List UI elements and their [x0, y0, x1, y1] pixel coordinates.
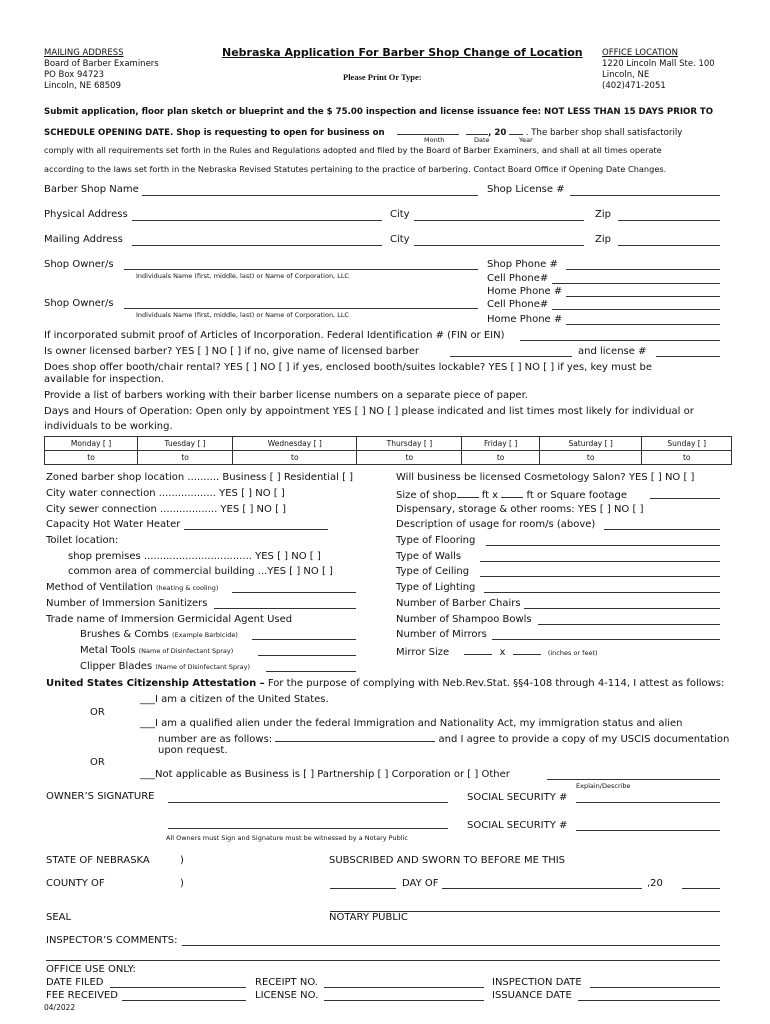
walls-label: Type of Walls: [396, 551, 462, 562]
mirror-x: x: [499, 647, 506, 658]
mirror-size-2[interactable]: [513, 645, 541, 655]
ceiling-field[interactable]: [480, 567, 720, 577]
intro-line-1: Submit application, floor plan sketch or blueprint and the $ 75.00 inspection and license issuance fee: NOT LESS THAN 15 DAYS PRIOR TO: [44, 107, 714, 117]
date-caption: Date: [474, 136, 490, 144]
hours-cell[interactable]: to: [642, 451, 732, 465]
day-cell[interactable]: Thursday [ ]: [357, 437, 462, 451]
flooring-label: Type of Flooring: [396, 535, 476, 546]
cell-phone-field[interactable]: [552, 274, 720, 284]
cosmetology-question: Will business be licensed Cosmetology Salon? YES [ ] NO [ ]: [396, 472, 695, 483]
size-label: Size of shop: [396, 490, 457, 501]
common-area: common area of commercial building ...YES [ ] NO [ ]: [68, 566, 333, 577]
sanitizers-label: Number of Immersion Sanitizers: [46, 598, 208, 609]
incorporated-question: If incorporated submit proof of Articles of Incorporation. Federal Identification # (FIN or EIN): [44, 330, 505, 341]
or-label: OR: [90, 707, 105, 718]
ventilation-text: Method of Ventilation: [46, 582, 153, 593]
intro-line-2c: . The barber shop shall satisfactorily: [525, 128, 683, 138]
brushes-text: Brushes & Combs: [80, 629, 169, 640]
owner-caption: Individuals Name (first, middle, last) or Name of Corporation, LLC: [136, 272, 349, 280]
or-label: OR: [90, 757, 105, 768]
county-label: COUNTY OF: [46, 878, 105, 889]
mailing-city-field[interactable]: [414, 236, 584, 246]
hours-cell[interactable]: to: [357, 451, 462, 465]
licensed-barber-question: Is owner licensed barber? YES [ ] NO [ ] if no, give name of licensed barber: [44, 346, 419, 357]
day-cell[interactable]: Sunday [ ]: [642, 437, 732, 451]
hours-cell[interactable]: to: [138, 451, 233, 465]
day-cell[interactable]: Wednesday [ ]: [233, 437, 357, 451]
inspector-comments-line-2[interactable]: [46, 951, 720, 961]
physical-address-label: Physical Address: [44, 209, 128, 220]
other-explain-field[interactable]: [547, 770, 720, 780]
state-label: STATE OF NEBRASKA: [46, 855, 150, 866]
ventilation-label: [46, 582, 218, 594]
inspection-date-field[interactable]: [590, 978, 720, 988]
mailing-line: Lincoln, NE 68509: [44, 81, 121, 91]
hours-cell[interactable]: to: [462, 451, 540, 465]
days-hours-question: Days and Hours of Operation: Open only by appointment YES [ ] NO [ ] please indicated and list times most likely for individual or: [44, 406, 694, 417]
cell-phone-2-field[interactable]: [552, 300, 720, 310]
hours-cell[interactable]: to: [539, 451, 642, 465]
paren: ): [180, 855, 184, 866]
receipt-field[interactable]: [324, 978, 484, 988]
fee-received-label: FEE RECEIVED: [46, 990, 118, 1001]
intro-line-3: comply with all requirements set forth in the Rules and Regulations adopted and filed by the Board of Barber Examiners, and shall at all times operate: [44, 145, 662, 155]
fee-received-field[interactable]: [122, 991, 246, 1001]
shampoo-bowls-label: Number of Shampoo Bowls: [396, 614, 532, 625]
ceiling-label: Type of Ceiling: [396, 566, 470, 577]
date-blank[interactable]: [466, 125, 488, 135]
ssn-label: SOCIAL SECURITY #: [467, 792, 568, 803]
sanitizers-field[interactable]: [214, 599, 356, 609]
home-phone-label: Home Phone #: [487, 286, 563, 297]
barber-name-field[interactable]: [450, 347, 572, 357]
zip-label: Zip: [595, 234, 611, 245]
alien-number-row: [158, 732, 729, 746]
home-phone-field[interactable]: [566, 287, 720, 297]
shop-owners-label: Shop Owner/s: [44, 259, 114, 270]
license-no-label: LICENSE NO.: [255, 990, 319, 1001]
shop-name-field[interactable]: [142, 186, 478, 196]
seal-label: SEAL: [46, 912, 72, 923]
receipt-label: RECEIPT NO.: [255, 977, 318, 988]
ft-x-label: ft x: [481, 490, 499, 501]
uscis-copy-label: and I agree to provide a copy of my USCIS documentation: [438, 734, 730, 745]
barber-chairs-label: Number of Barber Chairs: [396, 598, 521, 609]
home-phone-2-field[interactable]: [566, 315, 720, 325]
city-label: City: [390, 209, 410, 220]
date-filed-label: DATE FILED: [46, 977, 104, 988]
inspector-comments-field[interactable]: [182, 936, 720, 946]
owner-signature-2-field[interactable]: [168, 819, 448, 829]
city-water: City water connection .................. YES [ ] NO [ ]: [46, 488, 285, 499]
year-caption: Year: [519, 136, 533, 144]
metal-tools-field[interactable]: [258, 646, 356, 656]
clipper-field[interactable]: [266, 662, 356, 672]
comma-20-label: ,20: [647, 878, 663, 889]
physical-zip-field[interactable]: [618, 211, 720, 221]
metal-tools-text: Metal Tools: [80, 645, 136, 656]
shop-phone-label: Shop Phone #: [487, 259, 558, 270]
city-sewer: City sewer connection .................. YES [ ] NO [ ]: [46, 504, 287, 515]
citizenship-title: United States Citizenship Attestation –: [46, 678, 265, 689]
shop-owner-2-field[interactable]: [124, 299, 478, 309]
room-usage-field[interactable]: [604, 520, 720, 530]
year-field[interactable]: [682, 879, 720, 889]
shop-license-field[interactable]: [570, 186, 720, 196]
fin-field[interactable]: [520, 331, 720, 341]
metal-tools-hint: (Name of Disinfectant Spray): [138, 647, 234, 655]
barber-license-field[interactable]: [656, 347, 720, 357]
inches-hint: (inches or feet): [547, 649, 598, 657]
barber-chairs-field[interactable]: [524, 599, 720, 609]
paren: ): [180, 878, 184, 889]
shop-owners-label: Shop Owner/s: [44, 298, 114, 309]
mailing-line: Board of Barber Examiners: [44, 59, 159, 69]
zoned-location: Zoned barber shop location .......... Business [ ] Residential [ ]: [46, 472, 354, 483]
owner-signature-field[interactable]: [168, 793, 448, 803]
inspector-comments-label: INSPECTOR’S COMMENTS:: [46, 935, 178, 946]
alien-number-label: number are as follows:: [158, 734, 273, 745]
office-line: 1220 Lincoln Mall Ste. 100: [602, 59, 715, 69]
brushes-label: [80, 629, 238, 641]
license-no-field[interactable]: [324, 991, 484, 1001]
shop-name-label: Barber Shop Name: [44, 184, 139, 195]
office-line: (402)471-2051: [602, 81, 666, 91]
days-hours-question-2: individuals to be working.: [44, 421, 173, 432]
mirror-size-label: Mirror Size: [396, 647, 450, 658]
citizen-option[interactable]: ___I am a citizen of the United States.: [140, 694, 329, 705]
month-field[interactable]: [442, 879, 642, 889]
alien-number-field[interactable]: [275, 732, 435, 742]
zip-label: Zip: [595, 209, 611, 220]
issuance-date-label: ISSUANCE DATE: [492, 990, 572, 1001]
mailing-address-title: MAILING ADDRESS: [44, 48, 124, 58]
metal-tools-label: [80, 645, 233, 657]
booth-rental-question-2: available for inspection.: [44, 374, 164, 385]
issuance-date-field[interactable]: [578, 991, 720, 1001]
and-license-label: and license #: [578, 346, 647, 357]
shop-phone-field[interactable]: [566, 260, 720, 270]
mailing-zip-field[interactable]: [618, 236, 720, 246]
owner-caption: Individuals Name (first, middle, last) or Name of Corporation, LLC: [136, 311, 349, 319]
not-applicable-option[interactable]: ___Not applicable as Business is [ ] Partnership [ ] Corporation or [ ] Other: [140, 769, 510, 780]
toilet-location-label: Toilet location:: [46, 535, 119, 546]
mirrors-label: Number of Mirrors: [396, 629, 487, 640]
owner-signature-label: OWNER’S SIGNATURE: [46, 791, 155, 802]
size-of-shop: [396, 488, 627, 502]
home-phone-label: Home Phone #: [487, 314, 563, 325]
shampoo-bowls-field[interactable]: [538, 615, 720, 625]
clipper-text: Clipper Blades: [80, 661, 153, 672]
citizenship-intro: For the purpose of complying with Neb.Rev.Stat. §§4-108 through 4-114, I attest as follows:: [267, 678, 725, 689]
days-table: [44, 436, 732, 465]
day-field[interactable]: [330, 879, 396, 889]
notary-signature-field[interactable]: [330, 902, 720, 912]
intro-line-2: [44, 125, 682, 138]
shop-owner-1-field[interactable]: [124, 260, 478, 270]
lighting-label: Type of Lighting: [396, 582, 476, 593]
comma-20: , 20: [488, 128, 507, 138]
notary-public-label: NOTARY PUBLIC: [329, 912, 408, 923]
square-footage-field[interactable]: [650, 489, 720, 499]
room-usage-label: Description of usage for room/s (above): [396, 519, 596, 530]
physical-address-field[interactable]: [132, 211, 382, 221]
provide-list-note: Provide a list of barbers working with their barber license numbers on a separate piece of paper.: [44, 390, 528, 401]
intro-line-2a: SCHEDULE OPENING DATE. Shop is requesting to open for business on: [44, 128, 385, 138]
size-ft-1[interactable]: [457, 488, 479, 498]
mirror-size-1[interactable]: [464, 645, 492, 655]
qualified-alien-option[interactable]: ___I am a qualified alien under the federal Immigration and Nationality Act, my immigration status and alien: [140, 718, 683, 729]
cell-phone-label: Cell Phone#: [487, 299, 549, 310]
month-blank[interactable]: [397, 125, 459, 135]
mailing-address-field[interactable]: [132, 236, 382, 246]
shop-license-label: Shop License #: [487, 184, 565, 195]
hours-cell[interactable]: to: [233, 451, 357, 465]
clipper-hint: (Name of Disinfectant Spray): [155, 663, 250, 671]
mailing-line: PO Box 94723: [44, 70, 105, 80]
date-filed-field[interactable]: [110, 978, 246, 988]
dispensary-question: Dispensary, storage & other rooms: YES [ ] NO [ ]: [396, 504, 644, 515]
flooring-field[interactable]: [486, 536, 720, 546]
office-location-title: OFFICE LOCATION: [602, 48, 678, 58]
mirrors-field[interactable]: [492, 630, 720, 640]
year-blank[interactable]: [509, 125, 523, 135]
month-caption: Month: [424, 136, 445, 144]
notary-note: All Owners must Sign and Signature must be witnessed by a Notary Public: [166, 834, 408, 842]
clipper-label: [80, 661, 250, 673]
intro-line-4: according to the laws set forth in the Nebraska Revised Statutes pertaining to the practice of barbering. Contact Board Office if Opening Date Changes.: [44, 164, 667, 174]
germicidal-label: Trade name of Immersion Germicidal Agent Used: [46, 614, 293, 625]
ssn-2-field[interactable]: [576, 821, 720, 831]
explain-caption: Explain/Describe: [576, 782, 631, 790]
day-cell[interactable]: Monday [ ]: [45, 437, 138, 451]
print-note: Please Print Or Type:: [343, 72, 422, 82]
office-line: Lincoln, NE: [602, 70, 650, 80]
citizenship-heading: [46, 678, 724, 690]
booth-rental-question: Does shop offer booth/chair rental? YES [ ] NO [ ] if yes, enclosed booth/suites lockable? YES [ ] NO [ ] if yes, key must be: [44, 362, 653, 373]
cell-phone-label: Cell Phone#: [487, 273, 549, 284]
city-label: City: [390, 234, 410, 245]
mirror-size-row: [396, 645, 598, 659]
day-cell[interactable]: Tuesday [ ]: [138, 437, 233, 451]
inspection-date-label: INSPECTION DATE: [492, 977, 582, 988]
physical-city-field[interactable]: [414, 211, 584, 221]
ssn-field[interactable]: [576, 793, 720, 803]
day-cell[interactable]: Friday [ ]: [462, 437, 540, 451]
brushes-hint: (Example Barbicide): [171, 631, 238, 639]
upon-request: upon request.: [158, 745, 228, 756]
day-of-label: DAY OF: [402, 878, 439, 889]
ventilation-field[interactable]: [232, 583, 356, 593]
day-cell[interactable]: Saturday [ ]: [539, 437, 642, 451]
square-footage-label: ft or Square footage: [526, 490, 628, 501]
ventilation-hint: (heating & cooling): [156, 584, 219, 592]
office-use-title: OFFICE USE ONLY:: [46, 964, 136, 975]
hours-cell[interactable]: to: [45, 451, 138, 465]
hot-water-label: Capacity Hot Water Heater: [46, 519, 181, 530]
lighting-field[interactable]: [484, 583, 720, 593]
ssn-label: SOCIAL SECURITY #: [467, 820, 568, 831]
mailing-address-label: Mailing Address: [44, 234, 123, 245]
brushes-field[interactable]: [252, 630, 356, 640]
walls-field[interactable]: [480, 552, 720, 562]
form-title: Nebraska Application For Barber Shop Change of Location: [222, 46, 583, 59]
hot-water-field[interactable]: [184, 520, 328, 530]
form-version: 04/2022: [44, 1003, 76, 1012]
size-ft-2[interactable]: [501, 488, 523, 498]
shop-premises: shop premises .................................. YES [ ] NO [ ]: [68, 551, 321, 562]
sworn-label: SUBSCRIBED AND SWORN TO BEFORE ME THIS: [329, 855, 566, 866]
